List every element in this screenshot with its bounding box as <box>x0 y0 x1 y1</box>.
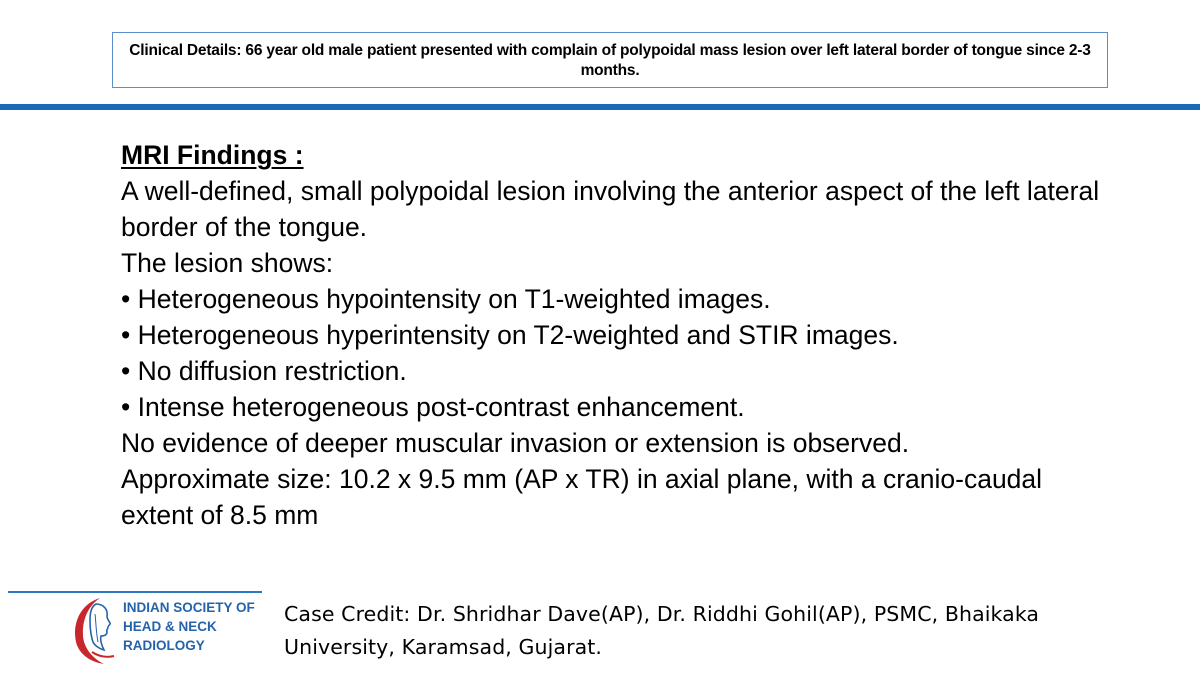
footer-divider <box>8 591 262 593</box>
header-divider <box>0 104 1200 110</box>
clinical-details-text: Clinical Details: 66 year old male patient presented with complain of polypoidal mass lesion over left lateral border of tongue since 2-3 months. <box>129 42 1091 79</box>
findings-bullet: • Intense heterogeneous post-contrast enhancement. <box>121 392 745 422</box>
findings-bullet: • Heterogeneous hypointensity on T1-weighted images. <box>121 284 771 314</box>
mri-findings-section <box>121 137 1121 533</box>
org-name <box>123 598 255 655</box>
findings-no-invasion: No evidence of deeper muscular invasion or extension is observed. <box>121 428 910 458</box>
org-name-line: HEAD & NECK <box>123 619 217 634</box>
findings-bullet: • No diffusion restriction. <box>121 356 407 386</box>
org-name-line: INDIAN SOCIETY OF <box>123 600 255 615</box>
findings-bullet: • Heterogeneous hyperintensity on T2-weighted and STIR images. <box>121 320 899 350</box>
clinical-details-box <box>112 32 1108 88</box>
findings-size: Approximate size: 10.2 x 9.5 mm (AP x TR) in axial plane, with a cranio-caudal extent of 8.5 mm <box>121 464 1043 530</box>
org-name-line: RADIOLOGY <box>123 638 205 653</box>
case-credit: Case Credit: Dr. Shridhar Dave(AP), Dr. Riddhi Gohil(AP), PSMC, Bhaikaka University, Karamsad, Gujarat. <box>284 602 1040 659</box>
head-profile-logo-icon <box>70 594 120 666</box>
findings-lead: The lesion shows: <box>121 248 334 278</box>
findings-intro: A well-defined, small polypoidal lesion involving the anterior aspect of the left lateral border of the tongue. <box>121 176 1100 242</box>
findings-heading: MRI Findings : <box>121 140 304 170</box>
